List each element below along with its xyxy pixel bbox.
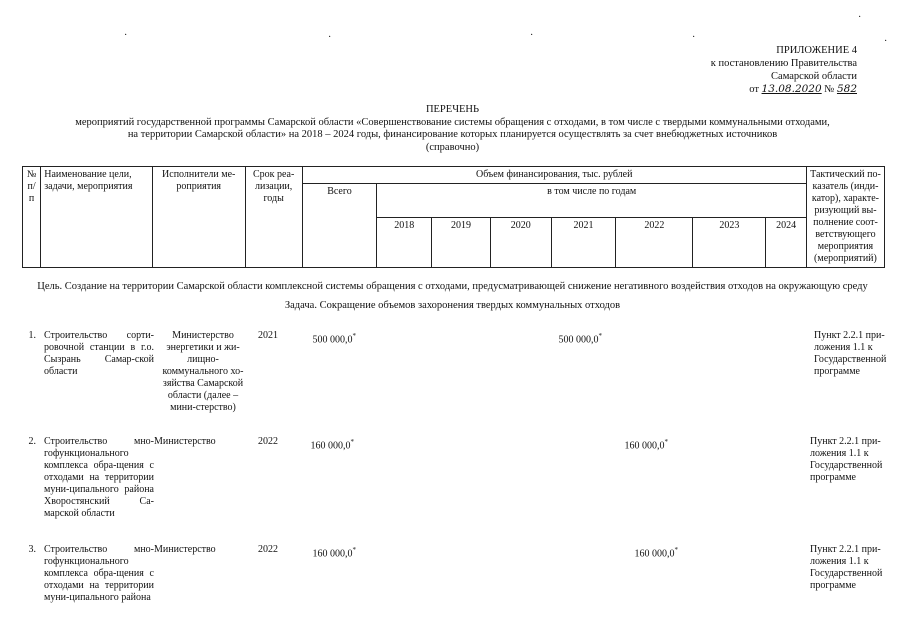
number-sign: № <box>824 84 835 95</box>
row-indicator: Пункт 2.2.1 при-ложения 1.1 к Государственной программе <box>810 544 883 591</box>
funding-table-header <box>22 166 885 268</box>
row-indicator: Пункт 2.2.1 при-ложения 1.1 к Государственной программе <box>810 436 883 483</box>
header-by-year: в том числе по годам <box>377 184 806 218</box>
row-number: 2. <box>28 436 36 447</box>
header-name: Наименование цели, задачи, мероприятия <box>41 167 152 268</box>
row-number: 1. <box>28 330 36 341</box>
header-year: 2019 <box>432 218 491 268</box>
row-term: 2022 <box>258 436 278 447</box>
scan-speck: · <box>328 32 332 43</box>
scan-speck: · <box>884 36 888 47</box>
row-term: 2022 <box>258 544 278 555</box>
scan-speck: · <box>124 30 128 41</box>
handwritten-number: 582 <box>836 83 857 95</box>
row-year-value: 160 000,0 <box>624 440 665 452</box>
program-task: Задача. Сокращение объемов захоронения твердых коммунальных отходов <box>284 300 621 311</box>
row-executor: Министерство энергетики и жи-лищно-коммунального хо-зяйства Самарской области (далее – мини-стерство) <box>162 330 244 413</box>
footnote-mark: * <box>352 546 356 554</box>
document-title <box>0 104 905 154</box>
header-term: Срок реа-лизации, годы <box>245 167 302 268</box>
row-number: 3. <box>28 544 36 555</box>
header-indicator: Тактический по-казатель (инди-катор), характе-ризующий вы-полнение соот-ветствующего мероприятия (мероприятий) <box>806 167 884 268</box>
header-total: Всего <box>302 184 377 268</box>
row-total: 160 000,0 <box>310 440 351 452</box>
row-year-value: 160 000,0 <box>634 548 675 560</box>
header-year: 2021 <box>551 218 616 268</box>
date-prefix: от <box>749 84 759 95</box>
footnote-mark: * <box>598 332 602 340</box>
row-indicator: Пункт 2.2.1 при-ложения 1.1 к Государственной программе <box>814 330 887 377</box>
appendix-resolution: к постановлению Правительства <box>710 58 857 69</box>
scan-speck: · <box>692 32 696 43</box>
handwritten-date: 13.08.2020 <box>761 83 822 95</box>
footnote-mark: * <box>664 438 668 446</box>
footnote-mark: * <box>350 438 354 446</box>
header-year: 2020 <box>490 218 551 268</box>
row-term: 2021 <box>258 330 278 341</box>
title-heading: ПЕРЕЧЕНЬ <box>425 104 480 115</box>
header-year: 2018 <box>377 218 432 268</box>
header-funding: Объем финансирования, тыс. рублей <box>302 167 806 184</box>
appendix-date-line <box>711 83 857 96</box>
row-executor: Министерство <box>154 436 216 447</box>
program-goal: Цель. Создание на территории Самарской области комплексной системы обращения с отходами, предусматривающей снижение негативного воздействия отходов на окружающую среду <box>37 281 868 292</box>
row-executor: Министерство <box>154 544 216 555</box>
appendix-label: ПРИЛОЖЕНИЕ 4 <box>776 45 857 56</box>
header-year: 2022 <box>616 218 693 268</box>
row-total: 500 000,0 <box>312 334 353 346</box>
row-year-value: 500 000,0 <box>558 334 599 346</box>
title-line-1: мероприятий государственной программы Самарской области «Совершенствование системы обращения с отходами, в том числе с твердыми коммунальными отходами, <box>75 116 830 128</box>
row-total: 160 000,0 <box>312 548 353 560</box>
footnote-mark: * <box>352 332 356 340</box>
header-num: № п/п <box>23 167 41 268</box>
header-year: 2024 <box>766 218 807 268</box>
row-name: Строительство мно-гофункционального комплекса обра-щения с отходами на территории муни-ципального района <box>44 544 154 603</box>
title-line-3: (справочно) <box>425 141 480 153</box>
header-executor: Исполнители ме-роприятия <box>152 167 245 268</box>
header-year: 2023 <box>693 218 766 268</box>
appendix-region: Самарской области <box>771 71 857 82</box>
row-name: Строительство мно-гофункционального комплекса обра-щения с отходами на территории муни-ципального района Хворостянский Са-марской области <box>44 436 154 519</box>
scan-speck: · <box>530 30 534 41</box>
title-line-2: на территории Самарской области» на 2018 – 2024 годы, финансирование которых планируется осуществлять за счет внебюджетных источников <box>127 129 778 140</box>
scan-speck: · <box>858 12 862 23</box>
appendix-block <box>711 44 857 96</box>
row-name: Строительство сорти-ровочной станции в г.о. Сызрань Самар-ской области <box>44 330 154 377</box>
footnote-mark: * <box>674 546 678 554</box>
